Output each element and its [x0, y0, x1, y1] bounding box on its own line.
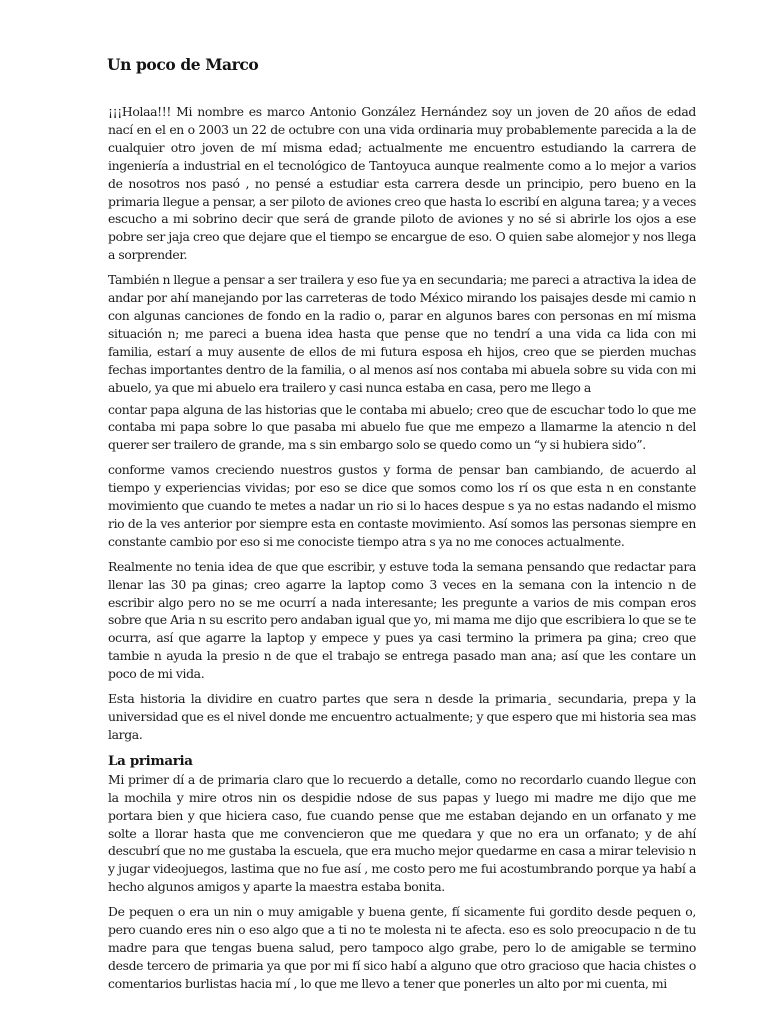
- paragraph-primer-dia: Mi primer dí a de primaria claro que lo recuerdo a detalle, como no recordarlo cuando llegue con la mochila y mire otros nin os despidie ndose de sus papas y luego mi madre me dijo que me portara bien y que hiciera caso, fue cuando pense que me estaban dejando en un orfanato y me solte a llorar hasta que me convencieron que me quedara y que no era un orfanato; y de ahí descubrí que no me gustaba la escuela, que era mucho mejor quedarme en casa a mirar televisio n y jugar videojuegos, lastima que no fue así , me costo pero me fui acostumbrando porque ya habí a hecho algunos amigos y aparte la maestra estaba bonita.: [108, 771, 696, 895]
- document-body: [108, 103, 696, 1024]
- paragraph-trailero: También n llegue a pensar a ser trailera y eso fue ya en secundaria; me pareci a atractiva la idea de andar por ahí manejando por las carreteras de todo México mirando los paisajes desde mi camio n con algunas canciones de fondo en la radio o, parar en algunos bares con personas en mí misma situación n; me pareci a buena idea hasta que pense que no tendrí a una vida ca lida con mi familia, estarí a muy ausente de ellos de mi futura esposa eh hijos, creo que se pierden muchas fechas importantes dentro de la familia, o al menos así nos contaba mi abuela sobre su vida con mi abuelo, ya que mi abuelo era trailero y casi nunca estaba en casa, pero me llego a: [108, 272, 696, 395]
- paragraph-escribir: Realmente no tenia idea de que que escribir, y estuve toda la semana pensando que redactar para llenar las 30 pa ginas; creo agarre la laptop como 3 veces en la semana con la intencio n de escribir algo pero no se me ocurrí a nada interesante; les pregunte a varios de mis compan eros sobre que Aria n su escrito pero andaban igual que yo, mi mama me dijo que escribiera lo que se te ocurra, así que agarre la laptop y empece y pues ya casi termino la primera pa gina; creo que tambie n ayuda la presio n de que el trabajo se entrega pasado man ana; así que les contare un poco de mi vida.: [108, 558, 696, 682]
- paragraph-abuelo: contar papa alguna de las historias que le contaba mi abuelo; creo que de escuchar todo lo que me contaba mi papa sobre lo que pasaba mi abuelo fue que me empezo a llamarme la atencio n del querer ser trailero de grande, ma s sin embargo solo se quedo como un “y si hubiera sido”.: [108, 401, 696, 453]
- paragraph-intro: ¡¡¡Holaa!!! Mi nombre es marco Antonio González Hernández soy un joven de 20 años de edad nací en el en o 2003 un 22 de octubre con una vida ordinaria muy probablemente parecida a la de cualquier otro joven de mí misma edad; actualmente me encuentro estudiando la carrera de ingeniería a industrial en el tecnológico de Tantoyuca aunque realmente como a lo mejor a varios de nosotros nos pasó , no pensé a estudiar esta carrera desde un principio, pero bueno en la primaria llegue a pensar, a ser piloto de aviones creo que hasta lo escribí en alguna tarea; y a veces escucho a mi sobrino decir que será de grande piloto de aviones y no sé si abrirle los ojos a ese pobre ser jaja creo que dejare que el tiempo se encargue de eso. O quien sabe alomejor y nos llega a sorprender.: [108, 104, 696, 263]
- paragraph-cambio: conforme vamos creciendo nuestros gustos y forma de pensar ban cambiando, de acuerdo al tiempo y experiencias vividas; por eso se dice que somos como los rí os que esta n en constante movimiento que cuando te metes a nadar un rio si lo haces despue s ya no estas nadando el mismo rio de la ves anterior por siempre esta en contaste movimiento. Así somos las personas siempre en constante cambio por eso si me conociste tiempo atra s ya no me conoces actualmente.: [108, 462, 696, 549]
- paragraph-pequeno: De pequen o era un nin o muy amigable y buena gente, fí sicamente fui gordito desde pequen o, pero cuando eres nin o eso algo que a ti no te molesta ni te afecta. eso es solo preocupacio n de tu madre para que tengas buena salud, pero tampoco algo grabe, pero lo de amigable se termino desde tercero de primaria ya que por mi fí sico habí a alguno que otro gracioso que hacia chistes o comentarios burlistas hacia mí , lo que me llevo a tener que ponerles un alto por mi cuenta, mi: [108, 904, 696, 991]
- section-heading-primaria: La primaria: [108, 752, 193, 769]
- paragraph-partes: Esta historia la dividire en cuatro partes que sera n desde la primaria¸ secundaria, prepa y la universidad que es el nivel donde me encuentro actualmente; y que espero que mi historia sea mas larga.: [108, 691, 696, 742]
- document-title: Un poco de Marco: [107, 55, 259, 74]
